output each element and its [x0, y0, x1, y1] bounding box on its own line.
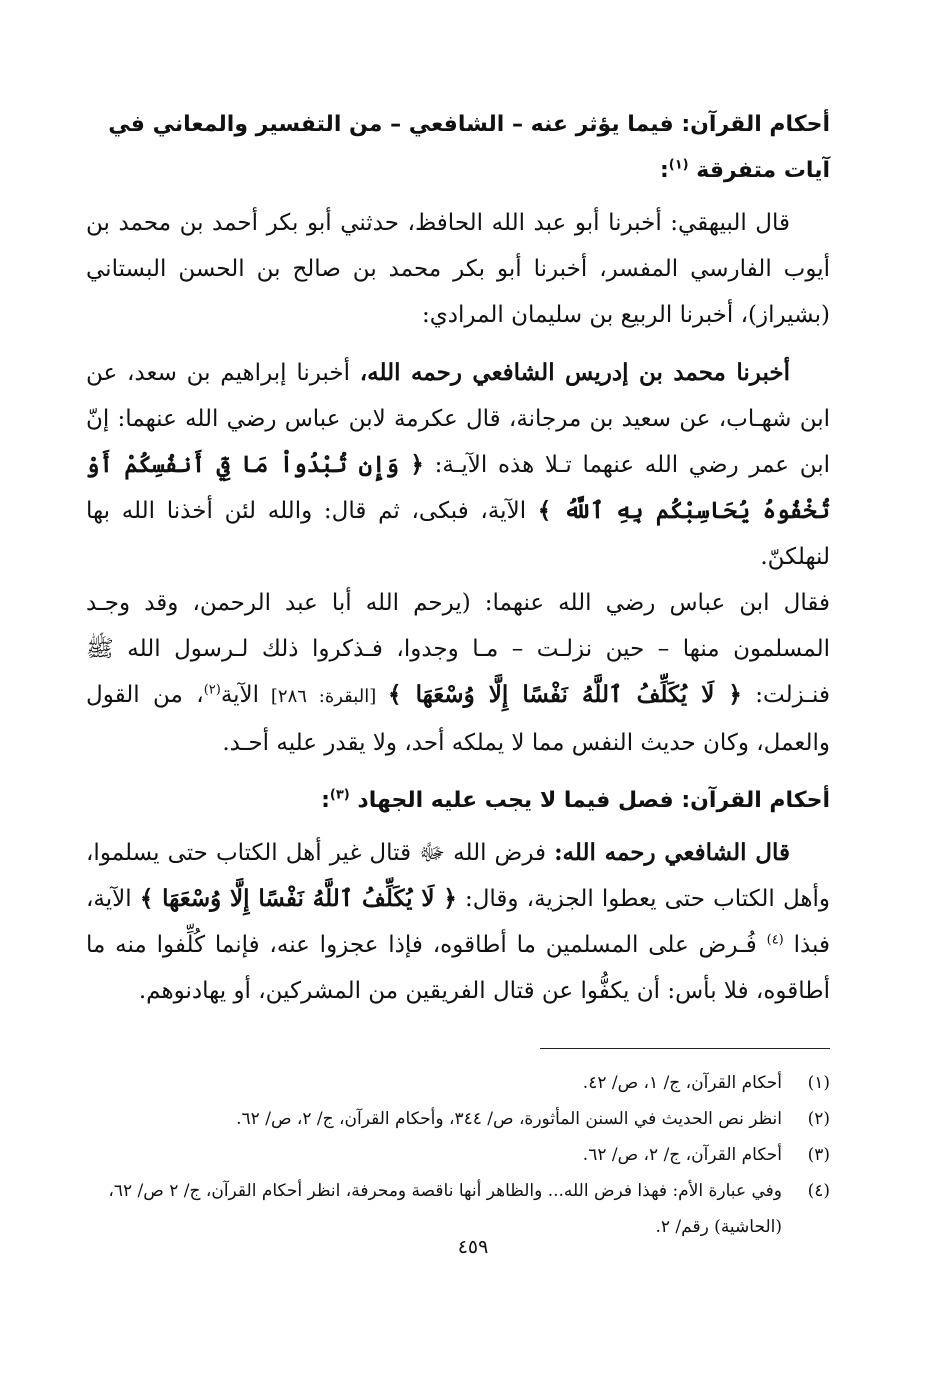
footnote-ref-2[interactable]: (٢) [203, 682, 221, 698]
footnote-number: (٣) [807, 1145, 830, 1165]
footnote-text: أحكام القرآن، ج/ ٢، ص/ ٦٢. [582, 1145, 782, 1165]
quran-verse-284: ﴿ وَإِن تُبْدُواْ مَا فِيٓ أَنفُسِكُمْ أَوْ تُخْفُوهُ يُحَاسِبْكُم بِهِ ٱللَّهُ ﴾ [86, 451, 830, 524]
section-heading-tafsir [86, 102, 830, 194]
shafii-text-b: الآية، فبذا [86, 886, 830, 958]
ibn-abbas-text-a: فقال ابن عباس رضي الله عنهما: (يرحم الله أبا عبد الرحمن، وقد وجـد المسلمون منها – حين نزلـت – مـا وجدوا، فـذكروا ذلك لـرسول الله ﷺ فنـزلت: [86, 590, 830, 708]
page-number: ٤٥٩ [457, 1236, 489, 1258]
footnotes [86, 1065, 830, 1245]
heading-text: أحكام القرآن: فيما يؤثر عنه – الشافعي – من التفسير والمعاني في آيات متفرقة [108, 112, 830, 183]
heading-text: أحكام القرآن: فصل فيما لا يجب عليه الجهاد [357, 788, 830, 813]
narrator-lead: أخبرنا محمد بن إدريس الشافعي رحمه الله، [359, 359, 790, 386]
footnote-text: انظر نص الحديث في السنن المأثورة، ص/ ٣٤٤، وأحكام القرآن، ج/ ٢، ص/ ٦٢. [236, 1109, 782, 1129]
footnote-divider [540, 1048, 830, 1049]
footnote-item [86, 1065, 830, 1101]
spacer [86, 338, 830, 350]
ayah-word: الآية [220, 682, 260, 708]
footnote-ref-1[interactable]: (١) [668, 157, 689, 173]
hadith-text-a: أخبرنا إبراهيم بن سعد، عن ابن شهـاب، عن سعيد بن مرجانة، قال عكرمة لابن عباس رضي الله عنهما: إنّ ابن عمر رضي الله عنهما تـلا هذه الآيـة: [86, 360, 830, 478]
quran-verse-286-repeat: ﴿ لَا يُكَلِّفُ ٱللَّهُ نَفْسًا إِلَّا وُسْعَهَا ﴾ [139, 885, 457, 912]
shafii-text-c: فُـرض على المسلمين ما أطاقوه، فإذا عجزوا عنه، فإنما كُلِّفوا منه ما أطاقوه، فلا بأس: أن يكفُّوا عن قتال الفريقين من المشركين، أو يهادنوهم. [86, 932, 830, 1004]
footnote-text: أحكام القرآن، ج/ ١، ص/ ٤٢. [582, 1073, 782, 1093]
footnote-item [86, 1173, 830, 1245]
heading-colon: : [321, 788, 330, 813]
footnote-number: (١) [807, 1073, 830, 1093]
footnote-text: وفي عبارة الأم: فهذا فرض الله... والظاهر أنها ناقصة ومحرفة، انظر أحكام القرآن، ج/ ٢ ص/ ٦٢، (الحاشية) رقم/ ٢. [108, 1181, 782, 1237]
shafii-paragraph [86, 830, 830, 1014]
footnote-number: (٤) [807, 1181, 830, 1201]
footnote-item [86, 1101, 830, 1137]
spacer [86, 766, 830, 778]
footnote-ref-4[interactable]: (٤) [766, 932, 784, 948]
hadith-text-b: الآية، فبكى، ثم قال: والله لئن أخذنا الله بها لنهلكنّ. [86, 498, 830, 570]
footnote-ref-3[interactable]: (٣) [329, 787, 350, 803]
footnote-item [86, 1137, 830, 1173]
footnote-number: (٢) [807, 1109, 830, 1129]
verse-citation: [البقرة: ٢٨٦] [259, 686, 389, 707]
quran-verse-286: ﴿ لَا يُكَلِّفُ ٱللَّهُ نَفْسًا إِلَّا وُسْعَهَا ﴾ [388, 681, 742, 708]
ibn-abbas-paragraph [86, 580, 830, 766]
heading-colon: : [659, 158, 669, 183]
shafii-text-a: فرض الله ﷻ قتال غير أهل الكتاب حتى يسلموا، وأهل الكتاب حتى يعطوا الجزية، وقال: [86, 840, 830, 912]
isnad-paragraph: قال البيهقي: أخبرنا أبو عبد الله الحافظ، حدثني أبو بكر أحمد بن محمد بن أيوب الفارسي المفسر، أخبرنا أبو بكر محمد بن صالح بن الحسن البستاني (بشيراز)، أخبرنا الربيع بن سليمان المرادي: [86, 210, 830, 328]
section-heading-jihad [86, 778, 830, 824]
hadith-paragraph [86, 350, 830, 580]
shafii-lead: قال الشافعي رحمه الله: [554, 839, 790, 866]
ibn-abbas-text-c: ، من القول والعمل، وكان حديث النفس مما لا يملكه أحد، ولا يقدر عليه أحـد. [86, 682, 830, 756]
